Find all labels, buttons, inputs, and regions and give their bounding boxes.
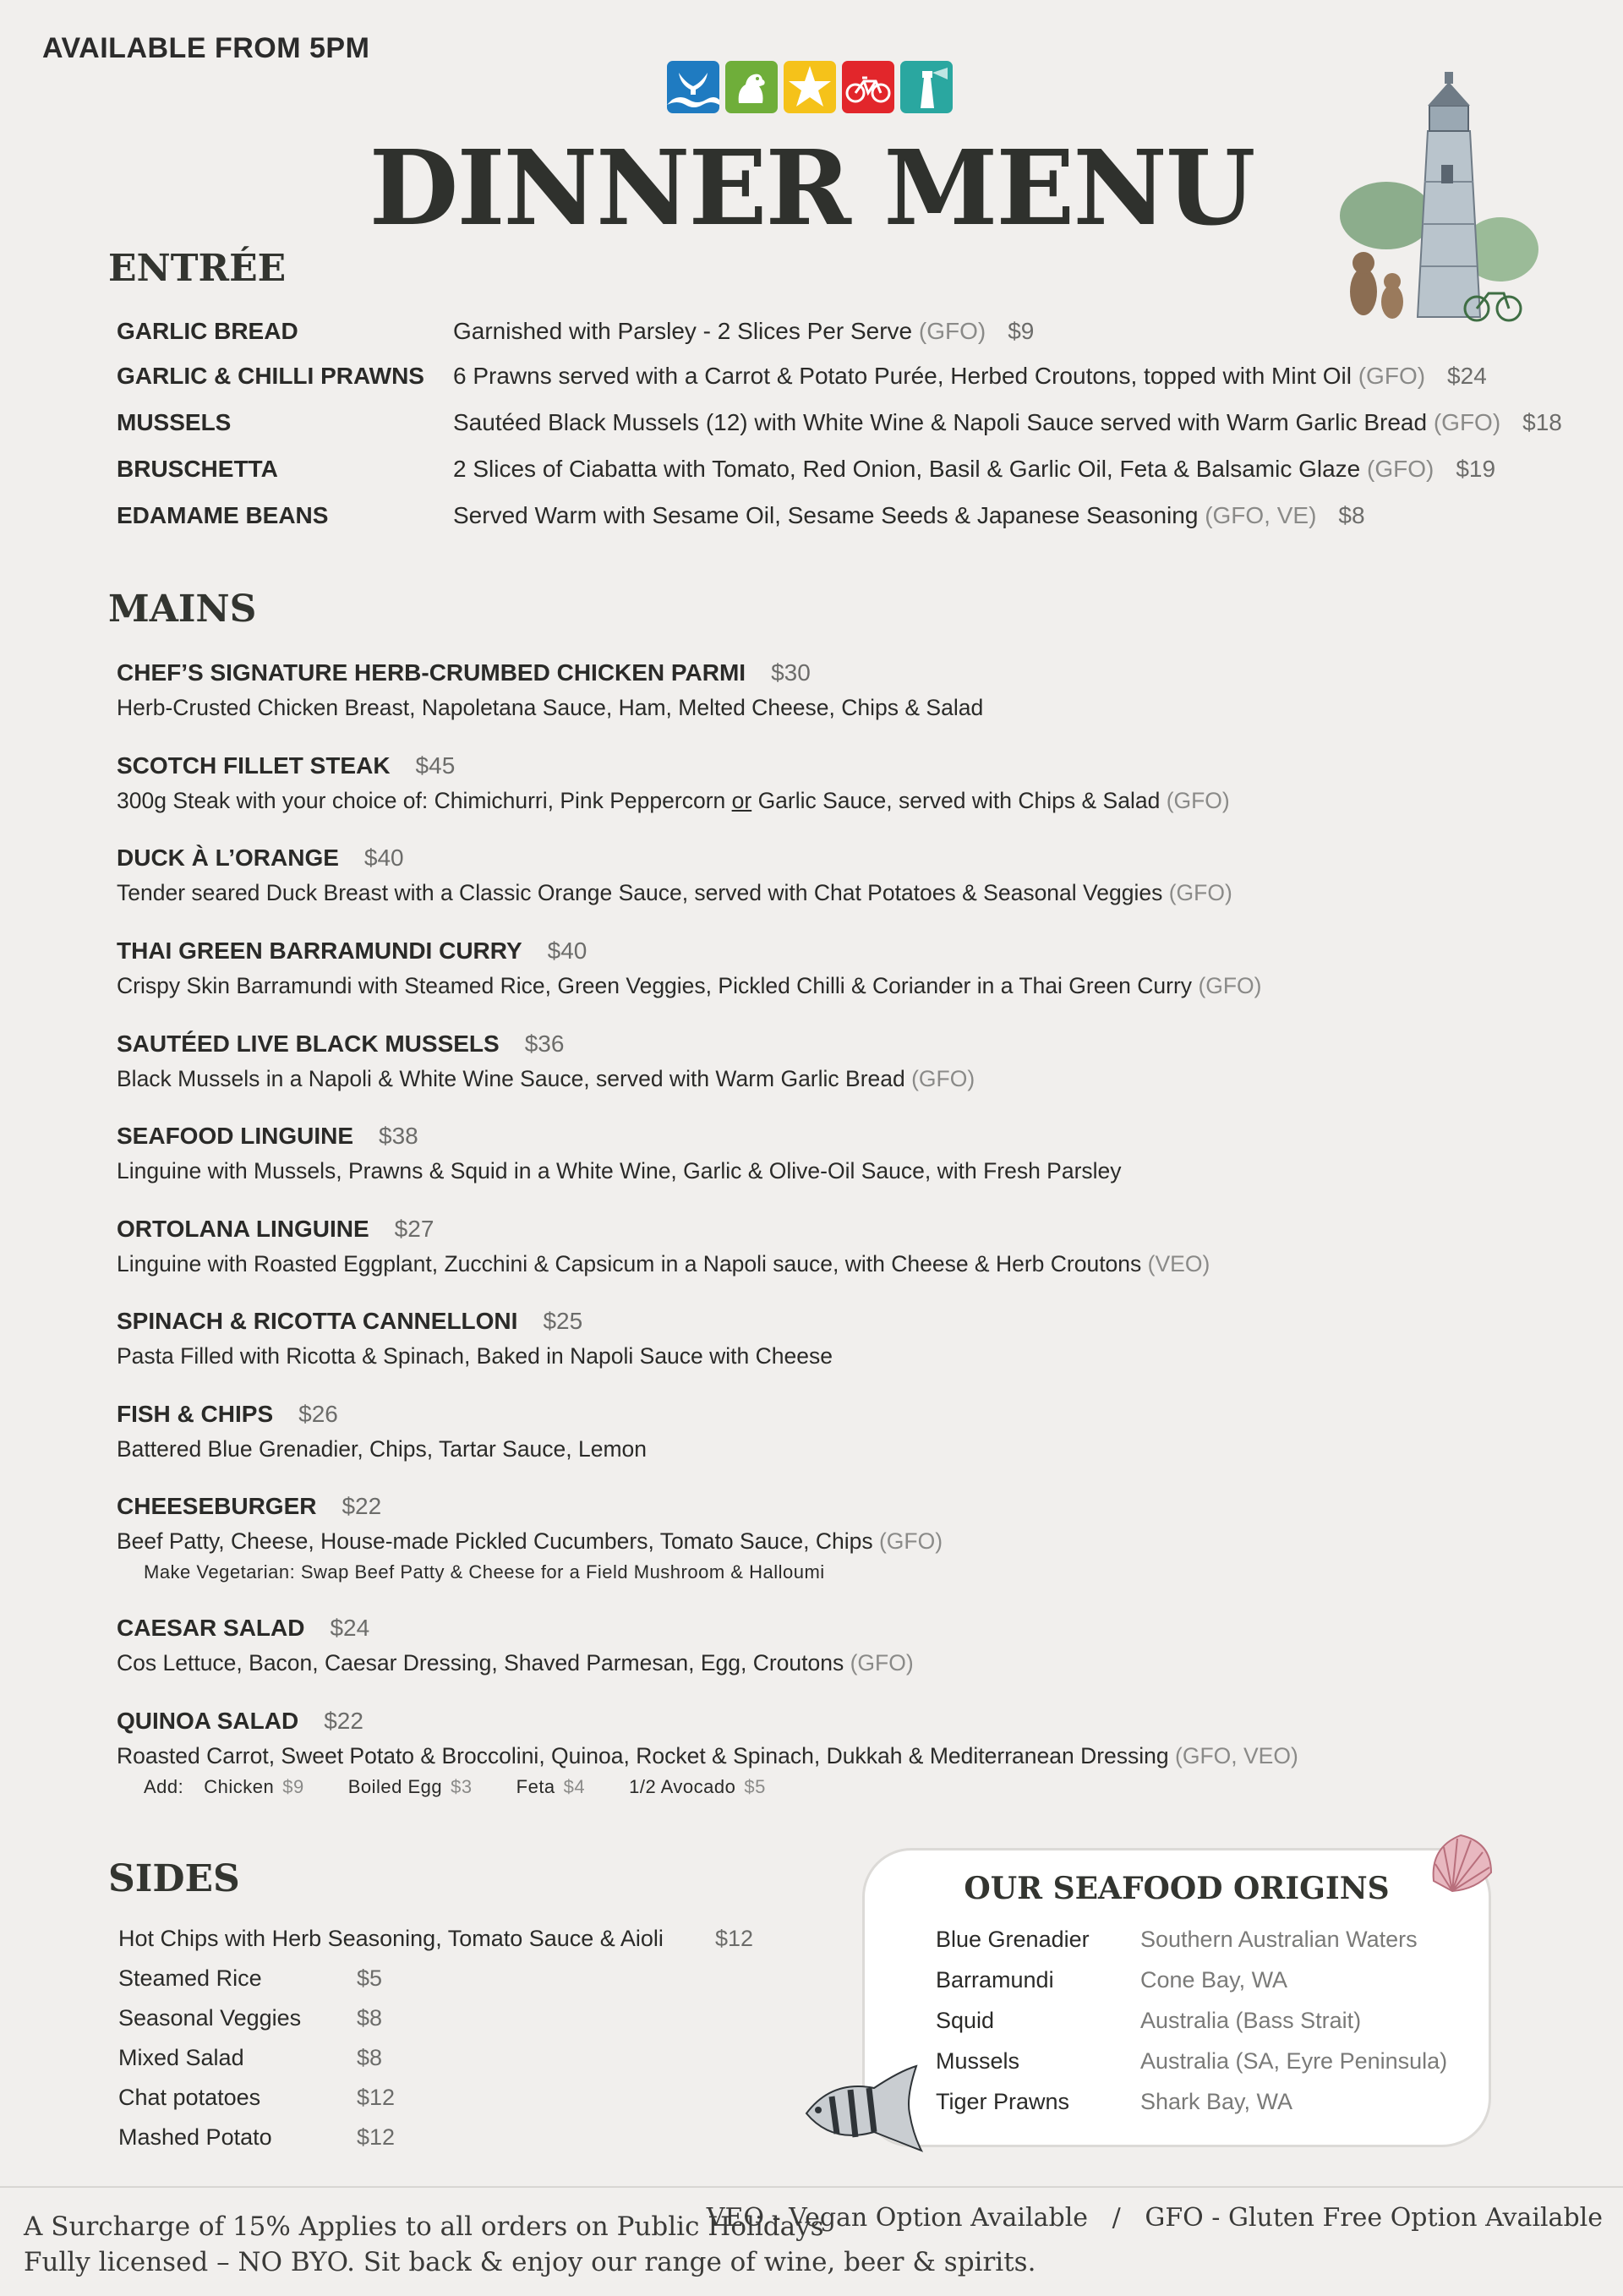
icon-strip <box>667 61 953 113</box>
main-item-description <box>117 1436 647 1462</box>
item-price: $18 <box>1522 409 1562 435</box>
entree-item-description <box>453 407 1562 438</box>
description-text: Cos Lettuce, Bacon, Caesar Dressing, Shaved Parmesan, Egg, Croutons <box>117 1650 844 1676</box>
dietary-tag: (GFO) <box>1358 363 1426 389</box>
description-text: Beef Patty, Cheese, House-made Pickled Cucumbers, Tomato Sauce, Chips <box>117 1528 873 1554</box>
addon-name: Chicken <box>204 1776 275 1797</box>
dietary-tag: (GFO) <box>850 1650 914 1676</box>
seafood-origin-row <box>936 2008 1361 2034</box>
main-item-price: $40 <box>363 845 404 871</box>
main-item-price: $38 <box>379 1123 418 1149</box>
main-item-name: FISH & CHIPS <box>117 1401 274 1427</box>
main-item-price: $25 <box>543 1308 583 1334</box>
side-item <box>118 1959 664 1998</box>
side-item-price: $8 <box>357 2045 383 2070</box>
main-item-description <box>117 880 1232 906</box>
item-price: $8 <box>1338 502 1365 528</box>
main-item <box>117 659 983 721</box>
main-item-name: SAUTÉED LIVE BLACK MUSSELS <box>117 1030 500 1057</box>
sides-list <box>118 1919 754 2157</box>
main-item-price: $40 <box>547 938 587 964</box>
addon-name: Feta <box>516 1776 555 1797</box>
main-item-name: SEAFOOD LINGUINE <box>117 1123 354 1149</box>
footer <box>0 2186 1623 2296</box>
main-item-description <box>117 1528 943 1555</box>
page-title: DINNER MENU <box>369 127 1254 249</box>
main-item-price: $22 <box>342 1493 382 1519</box>
main-item <box>117 752 1230 814</box>
seafood-name: Blue Grenadier <box>936 1927 1090 1952</box>
dietary-tag: (GFO) <box>911 1066 975 1091</box>
entree-item <box>117 454 1554 488</box>
description-text: Crispy Skin Barramundi with Steamed Rice, Green Veggies, Pickled Chilli & Coriander in a Thai Green Curry <box>117 973 1193 998</box>
addon-price: $4 <box>563 1776 586 1797</box>
description-text: Herb-Crusted Chicken Breast, Napoletana Sauce, Ham, Melted Cheese, Chips & Salad <box>117 695 984 720</box>
description-text: Garnished with Parsley - 2 Slices Per Serve <box>453 318 913 344</box>
dietary-tag: (GFO) <box>878 1528 943 1554</box>
entree-item <box>117 500 1554 534</box>
main-item-name: SCOTCH FILLET STEAK <box>117 752 391 779</box>
seashell-illustration <box>1427 1830 1496 1896</box>
main-item <box>117 1615 914 1676</box>
description-text: 2 Slices of Ciabatta with Tomato, Red Onion, Basil & Garlic Oil, Feta & Balsamic Glaze <box>453 456 1361 482</box>
item-price: $9 <box>1008 318 1035 344</box>
main-item-name: DUCK À L’ORANGE <box>117 845 339 871</box>
description-text: Black Mussels in a Napoli & White Wine Sauce, served with Warm Garlic Bread <box>117 1066 905 1091</box>
description-text: Roasted Carrot, Sweet Potato & Broccolini, Quinoa, Rocket & Spinach, Dukkah & Mediterranean Dressing <box>117 1743 1169 1768</box>
entree-item-name: GARLIC & CHILLI PRAWNS <box>117 363 424 389</box>
description-text: Tender seared Duck Breast with a Classic Orange Sauce, served with Chat Potatoes & Seasonal Veggies <box>117 880 1163 905</box>
main-item-name: CAESAR SALAD <box>117 1615 305 1641</box>
surcharge-note: A Surcharge of 15% Applies to all orders on Public Holidays <box>24 2211 824 2242</box>
side-item-name: Steamed Rice <box>118 1965 262 1991</box>
dietary-tag: (GFO) <box>918 318 986 344</box>
addon-price: $5 <box>744 1776 766 1797</box>
description-or: or <box>731 788 752 813</box>
main-item <box>117 1123 1122 1184</box>
entree-item-name: GARLIC BREAD <box>117 318 298 344</box>
description-text: Served Warm with Sesame Oil, Sesame Seeds & Japanese Seasoning <box>453 502 1199 528</box>
description-text: Pasta Filled with Ricotta & Spinach, Baked in Napoli Sauce with Cheese <box>117 1343 833 1369</box>
dietary-tag: (GFO, VEO) <box>1175 1743 1298 1768</box>
side-item <box>118 2078 664 2118</box>
side-item-name: Seasonal Veggies <box>118 2005 302 2031</box>
lighthouse-icon <box>900 61 953 113</box>
entree-item <box>117 316 1554 350</box>
description-text: Garlic Sauce, served with Chips & Salad <box>751 788 1161 813</box>
main-item-description <box>117 1650 914 1676</box>
main-item <box>117 1493 943 1583</box>
seafood-origins-panel <box>862 1848 1491 2147</box>
seafood-origins-heading: OUR SEAFOOD ORIGINS <box>964 1871 1390 1906</box>
main-item-note: Make Vegetarian: Swap Beef Patty & Cheese for a Field Mushroom & Halloumi <box>144 1561 825 1583</box>
side-item-name: Mixed Salad <box>118 2045 244 2070</box>
seafood-name: Barramundi <box>936 1967 1054 1993</box>
main-item <box>117 938 1262 999</box>
entree-item <box>117 407 1562 441</box>
side-item <box>118 2118 664 2157</box>
dietary-tag: (GFO) <box>1433 409 1501 435</box>
entree-item <box>117 361 1554 395</box>
entree-heading: ENTRÉE <box>108 247 287 290</box>
main-item <box>117 1030 975 1092</box>
main-item <box>117 845 1232 906</box>
item-price: $19 <box>1456 456 1496 482</box>
seafood-name: Squid <box>936 2008 995 2033</box>
quokka-icon <box>725 61 778 113</box>
main-item-name: SPINACH & RICOTTA CANNELLONI <box>117 1308 518 1334</box>
dietary-tag: (GFO) <box>1166 788 1230 813</box>
side-item <box>118 2038 664 2078</box>
main-item-description <box>117 1066 975 1092</box>
description-text: Sautéed Black Mussels (12) with White Wine & Napoli Sauce served with Warm Garlic Bread <box>453 409 1428 435</box>
lighthouse-illustration <box>1340 38 1543 330</box>
main-item-name: QUINOA SALAD <box>117 1708 299 1734</box>
item-price: $24 <box>1447 363 1487 389</box>
seafood-origin-row <box>936 1927 1418 1953</box>
addon-name: 1/2 Avocado <box>629 1776 736 1797</box>
availability-label: AVAILABLE FROM 5PM <box>42 32 370 64</box>
dietary-tag: (GFO) <box>1198 973 1262 998</box>
main-item-price: $24 <box>330 1615 370 1641</box>
description-text: Battered Blue Grenadier, Chips, Tartar Sauce, Lemon <box>117 1436 648 1462</box>
licence-note: Fully licensed – NO BYO. Sit back & enjoy our range of wine, beer & spirits. <box>24 2247 1036 2277</box>
dietary-legend: VEO - Vegan Option Available / GFO - Gluten Free Option Available <box>706 2203 1603 2233</box>
main-item-description <box>117 788 1230 814</box>
side-item-price: $12 <box>715 1926 754 1951</box>
main-item-description <box>117 1251 1210 1277</box>
main-item <box>117 1401 647 1462</box>
sides-heading: SIDES <box>108 1857 240 1900</box>
mains-heading: MAINS <box>108 588 257 631</box>
addon-name: Boiled Egg <box>347 1776 443 1797</box>
seafood-origin: Shark Bay, WA <box>1140 2089 1293 2114</box>
seafood-name: Tiger Prawns <box>936 2089 1070 2114</box>
main-item <box>117 1308 833 1369</box>
side-item-name: Hot Chips with Herb Seasoning, Tomato Sauce & Aioli <box>118 1926 664 1951</box>
description-text: 6 Prawns served with a Carrot & Potato Purée, Herbed Croutons, topped with Mint Oil <box>453 363 1352 389</box>
dietary-tag: (GFO) <box>1168 880 1232 905</box>
description-text: Linguine with Mussels, Prawns & Squid in a White Wine, Garlic & Olive-Oil Sauce, with Fresh Parsley <box>117 1158 1122 1184</box>
starfish-icon <box>784 61 836 113</box>
side-item-price: $8 <box>357 2005 383 2031</box>
main-item-price: $27 <box>394 1216 434 1242</box>
side-item-name: Mashed Potato <box>118 2124 272 2150</box>
entree-item-description <box>453 361 1487 391</box>
seafood-name: Mussels <box>936 2048 1020 2074</box>
main-item-name: CHEF’S SIGNATURE HERB-CRUMBED CHICKEN PARMI <box>117 659 746 686</box>
main-item-description <box>117 1743 1298 1769</box>
seafood-origin: Australia (SA, Eyre Peninsula) <box>1140 2048 1448 2074</box>
main-item <box>117 1708 1298 1798</box>
entree-item-description <box>453 500 1365 531</box>
seafood-origin: Southern Australian Waters <box>1140 1927 1418 1952</box>
side-item <box>118 1919 754 1959</box>
side-item-price: $12 <box>357 2124 396 2150</box>
addon-price: $3 <box>451 1776 473 1797</box>
side-item-price: $12 <box>357 2085 396 2110</box>
main-item-description <box>117 1343 833 1369</box>
entree-item-name: MUSSELS <box>117 409 232 435</box>
seafood-origin-row <box>936 2048 1447 2075</box>
entree-item-description <box>453 454 1495 484</box>
main-item-price: $26 <box>298 1401 338 1427</box>
description-text: 300g Steak with your choice of: Chimichurri, Pink Peppercorn <box>117 788 732 813</box>
main-item-name: CHEESEBURGER <box>117 1493 317 1519</box>
seafood-origin-row <box>936 1967 1287 1993</box>
addons-label: Add: <box>144 1776 184 1797</box>
entree-item-name: BRUSCHETTA <box>117 456 278 482</box>
addons-row <box>144 1776 1298 1798</box>
dietary-tag: (GFO) <box>1367 456 1434 482</box>
angelfish-illustration <box>798 2063 925 2154</box>
addon-price: $9 <box>282 1776 304 1797</box>
bicycle-icon <box>842 61 894 113</box>
dietary-tag: (VEO) <box>1147 1251 1210 1276</box>
side-item-price: $5 <box>357 1965 383 1991</box>
main-item-name: ORTOLANA LINGUINE <box>117 1216 369 1242</box>
description-text: Linguine with Roasted Eggplant, Zucchini & Capsicum in a Napoli sauce, with Cheese & Herb Croutons <box>117 1251 1142 1276</box>
main-item <box>117 1216 1210 1277</box>
entree-item-name: EDAMAME BEANS <box>117 502 329 528</box>
main-item-price: $30 <box>771 659 811 686</box>
main-item-name: THAI GREEN BARRAMUNDI CURRY <box>117 938 522 964</box>
main-item-price: $36 <box>524 1030 565 1057</box>
seafood-origin: Cone Bay, WA <box>1140 1967 1288 1993</box>
main-item-description <box>117 1158 1122 1184</box>
side-item <box>118 1998 664 2038</box>
main-item-description <box>117 695 983 721</box>
entree-item-description <box>453 316 1034 347</box>
main-item-price: $22 <box>324 1708 363 1734</box>
seafood-origin: Australia (Bass Strait) <box>1140 2008 1362 2033</box>
side-item-name: Chat potatoes <box>118 2085 261 2110</box>
whale-tail-icon <box>667 61 719 113</box>
main-item-description <box>117 973 1262 999</box>
seafood-origin-row <box>936 2089 1292 2115</box>
main-item-price: $45 <box>415 752 456 779</box>
dietary-tag: (GFO, VE) <box>1205 502 1317 528</box>
